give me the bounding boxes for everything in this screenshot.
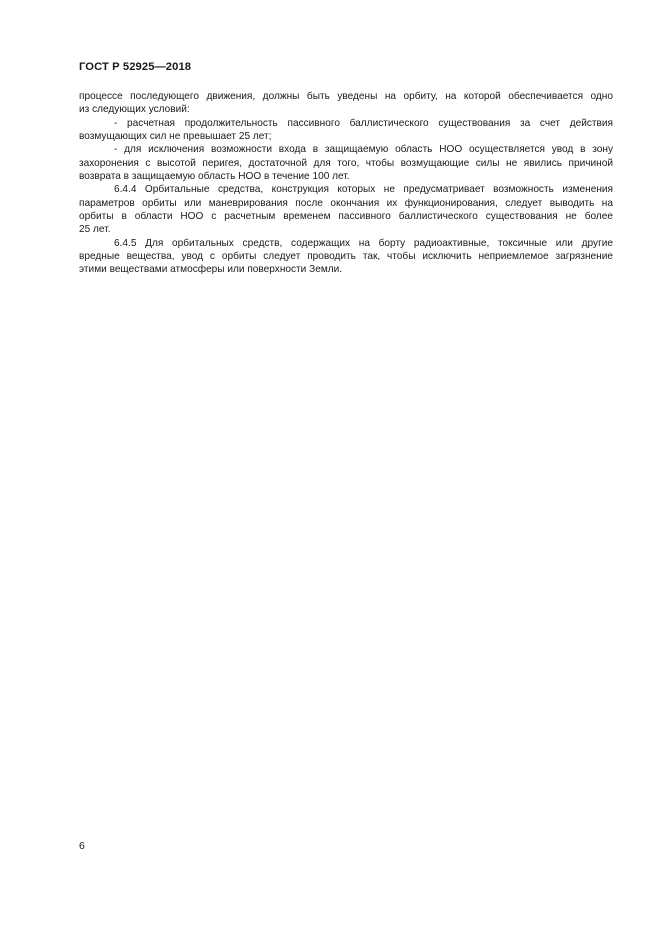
list-item-line: возмущающих сил не превышает 25 лет; bbox=[79, 131, 272, 143]
clause-6-4-5-line: 6.4.5 Для орбитальных средств, содержащих на борту радиоактивные, токсичные или другие bbox=[114, 237, 613, 249]
paragraph-line: процессе последующего движения, должны быть уведены на орбиту, на которой обеспечивается одно bbox=[79, 91, 613, 102]
document-header-standard-id: ГОСТ Р 52925—2018 bbox=[79, 61, 192, 73]
clause-6-4-4-line: 25 лет. bbox=[79, 224, 111, 236]
clause-6-4-4-line: параметров орбиты или маневрирования после окончания их функционирования, следует выводить на bbox=[79, 197, 613, 209]
list-item-line: возврата в защищаемую область НОО в течение 100 лет. bbox=[79, 171, 350, 183]
list-item-line: - для исключения возможности входа в защищаемую область НОО осуществляется увод в зону bbox=[114, 144, 613, 156]
clause-6-4-4-line: орбиты в области НОО с расчетным временем пассивного баллистического существования не более bbox=[79, 211, 613, 223]
page-number: 6 bbox=[79, 840, 85, 852]
clause-6-4-4-line: 6.4.4 Орбитальные средства, конструкция которых не предусматривает возможность изменения bbox=[114, 184, 613, 196]
clause-6-4-5-line: этими веществами атмосферы или поверхности Земли. bbox=[79, 264, 343, 276]
list-item-line: - расчетная продолжительность пассивного баллистического существования за счет действия bbox=[114, 117, 613, 129]
document-body bbox=[79, 90, 613, 277]
paragraph-line: из следующих условий: bbox=[79, 104, 190, 116]
list-item-line: захоронения с высотой перигея, достаточной для того, чтобы возмущающие силы не явились причиной bbox=[79, 157, 613, 169]
clause-6-4-5-line: вредные вещества, увод с орбиты следует проводить так, чтобы исключить неприемлемое загрязнение bbox=[79, 251, 613, 263]
